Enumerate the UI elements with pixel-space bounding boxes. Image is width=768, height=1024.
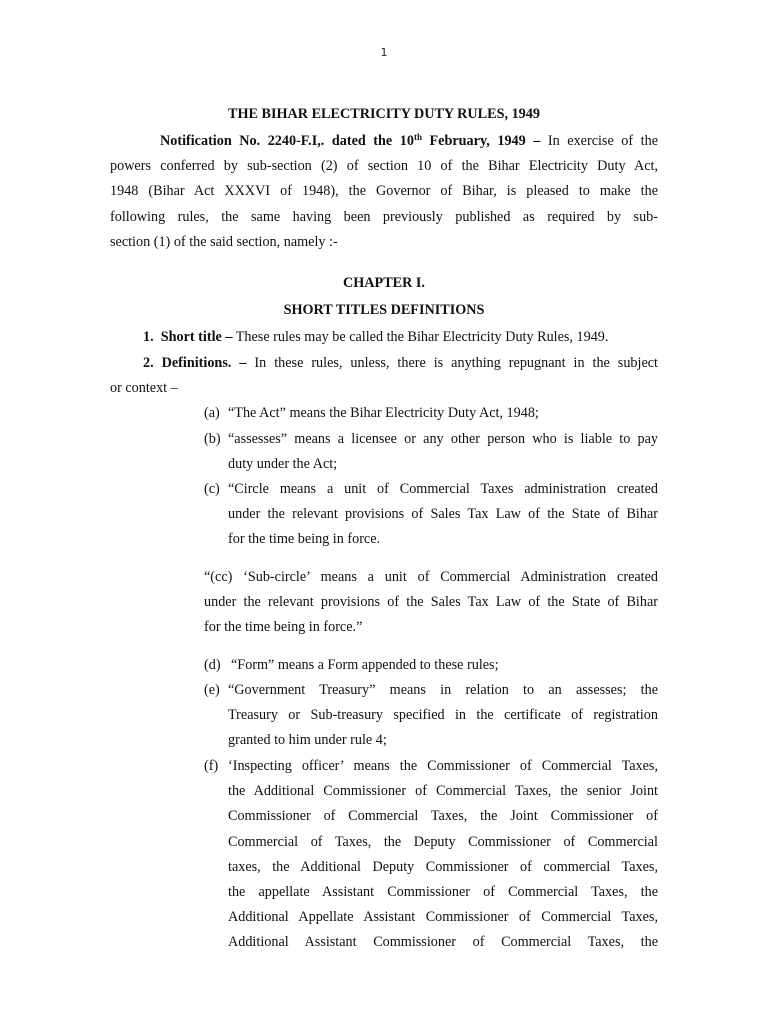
rule-2-line-1: 2. Definitions. – In these rules, unless, there is anything repugnant in the subject bbox=[143, 355, 658, 371]
clause-cc: “(cc) ‘Sub-circle’ means a unit of Commercial Administration created under the relevant provisions of the Sales Tax Law of the State of Bihar for the time being in force.” bbox=[204, 569, 658, 636]
rule-1 bbox=[143, 325, 608, 350]
clause-f-label: (f) bbox=[204, 758, 219, 774]
notification-line-4: following rules, the same having been previously published as required by sub- bbox=[110, 208, 658, 225]
clause-f: (f) ‘Inspecting officer’ means the Commissioner of Commercial Taxes, the Additional Commissioner of Commercial Taxes, the senior Joint Commissioner of Commercial Taxes, the Joint Commissioner of Commercial of Taxes, the Deputy Commissioner of Commercial taxes, the Additional Deputy Commissioner of commercial Taxes, the appellate Assistant Commissioner of Commercial Taxes, the Additional Appellate Assistant Commissioner of Commercial Taxes, Additional Assistant Commissioner of Commercial Taxes, the bbox=[204, 754, 658, 956]
chapter-heading: CHAPTER I. bbox=[343, 275, 425, 291]
notification-line-2: powers conferred by sub-section (2) of section 10 of the Bihar Electricity Duty Act, bbox=[110, 158, 658, 175]
clause-b: (b) “assesses” means a licensee or any other person who is liable to pay duty under the Act; bbox=[204, 427, 658, 477]
rule-1-number: 1. bbox=[143, 329, 154, 345]
clause-d: (d) “Form” means a Form appended to these rules; bbox=[204, 653, 658, 678]
clause-b-label: (b) bbox=[204, 431, 221, 447]
clause-a: (a) “The Act” means the Bihar Electricity Duty Act, 1948; bbox=[204, 401, 658, 426]
rule-1-heading: Short title – bbox=[160, 329, 233, 345]
document-title: THE BIHAR ELECTRICITY DUTY RULES, 1949 bbox=[228, 106, 540, 122]
clause-c-label: (c) bbox=[204, 481, 220, 497]
clause-d-label: (d) bbox=[204, 657, 221, 673]
notification-line-1: Notification No. 2240-F.I,. dated the 10th February, 1949 – In exercise of the bbox=[160, 132, 658, 149]
notification-line-5: section (1) of the said section, namely :- bbox=[110, 233, 338, 250]
clause-c: (c) “Circle means a unit of Commercial Taxes administration created under the relevant provisions of Sales Tax Law of the State of Bihar for the time being in force. bbox=[204, 477, 658, 553]
clause-e: (e) “Government Treasury” means in relation to an assesses; the Treasury or Sub-treasury specified in the certificate of registration granted to him under rule 4; bbox=[204, 678, 658, 754]
rule-1-text: These rules may be called the Bihar Electricity Duty Rules, 1949. bbox=[232, 329, 609, 345]
notification-paragraph bbox=[110, 129, 658, 255]
chapter-subtitle: SHORT TITLES DEFINITIONS bbox=[283, 302, 485, 318]
rule-2 bbox=[110, 351, 658, 401]
rule-2-line-2: or context – bbox=[110, 380, 178, 397]
clause-a-label: (a) bbox=[204, 405, 220, 421]
rule-2-heading: Definitions. – bbox=[161, 355, 247, 371]
page-number: 1 bbox=[380, 46, 388, 59]
clause-e-label: (e) bbox=[204, 682, 220, 698]
notification-line-3: 1948 (Bihar Act XXXVI of 1948), the Governor of Bihar, is pleased to make the bbox=[110, 183, 658, 200]
rule-2-number: 2. bbox=[143, 355, 154, 371]
notification-lead: Notification No. 2240-F.I,. dated the 10th February, 1949 – bbox=[160, 132, 541, 149]
